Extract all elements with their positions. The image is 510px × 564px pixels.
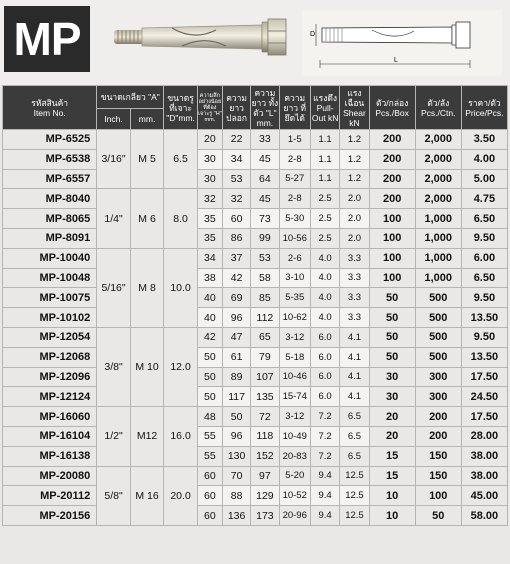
shear-cell: 3.3	[340, 248, 369, 268]
item-code-cell: MP-10102	[3, 308, 97, 328]
pcs-box-cell: 50	[369, 288, 415, 308]
table-row	[3, 327, 508, 347]
table-row	[3, 387, 508, 407]
depth-cell: 50	[197, 347, 222, 367]
pcs-ctn-cell: 2,000	[415, 130, 461, 150]
pull-out-cell: 7.2	[310, 407, 339, 427]
pull-out-cell: 4.0	[310, 288, 339, 308]
pcs-box-cell: 15	[369, 466, 415, 486]
item-code-cell: MP-12096	[3, 367, 97, 387]
pcs-ctn-cell: 50	[415, 506, 461, 526]
thread-mm-cell: M 16	[130, 466, 164, 525]
total-length-cell: 64	[251, 169, 279, 189]
pcs-ctn-cell: 1,000	[415, 209, 461, 229]
price-cell: 3.50	[461, 130, 507, 150]
sleeve-length-cell: 60	[222, 209, 250, 229]
pull-out-cell: 4.0	[310, 268, 339, 288]
pcs-box-cell: 100	[369, 268, 415, 288]
pcs-box-cell: 20	[369, 426, 415, 446]
pcs-ctn-cell: 500	[415, 288, 461, 308]
shear-cell: 4.1	[340, 327, 369, 347]
pcs-ctn-cell: 150	[415, 466, 461, 486]
sleeve-length-cell: 117	[222, 387, 250, 407]
shear-cell: 2.0	[340, 209, 369, 229]
pcs-box-cell: 10	[369, 506, 415, 526]
depth-cell: 35	[197, 209, 222, 229]
table-row	[3, 209, 508, 229]
pull-out-cell: 1.1	[310, 149, 339, 169]
drill-header: ขนาดรู ที่เจาะ "D"mm.	[164, 86, 198, 130]
shear-cell: 3.3	[340, 288, 369, 308]
thread-mm-cell: M12	[130, 407, 164, 466]
thread-mm-cell: M 6	[130, 189, 164, 248]
table-row	[3, 466, 508, 486]
depth-cell: 34	[197, 248, 222, 268]
brand-logo: MP	[4, 6, 90, 72]
price-cell: 13.50	[461, 308, 507, 328]
total-length-cell: 152	[251, 446, 279, 466]
total-length-cell: 135	[251, 387, 279, 407]
sleeve-length-cell: 32	[222, 189, 250, 209]
item-code-cell: MP-12068	[3, 347, 97, 367]
thread-inch-cell: 3/16"	[97, 130, 131, 189]
shear-cell: 3.3	[340, 308, 369, 328]
price-cell: 17.50	[461, 367, 507, 387]
price-cell: 9.50	[461, 228, 507, 248]
dimension-drawing	[302, 10, 502, 76]
depth-header: ความลึก อย่างน้อยที่ต้อง เจาะรู "H" mm.	[197, 86, 222, 130]
table-row	[3, 248, 508, 268]
price-cell: 9.50	[461, 288, 507, 308]
item-code-cell: MP-20156	[3, 506, 97, 526]
drill-size-cell: 8.0	[164, 189, 198, 248]
pcs-box-cell: 200	[369, 169, 415, 189]
fix-length-cell: 5-30	[279, 209, 310, 229]
pull-out-cell: 6.0	[310, 387, 339, 407]
pcs-ctn-cell: 300	[415, 367, 461, 387]
pull-out-cell: 6.0	[310, 347, 339, 367]
total-length-cell: 99	[251, 228, 279, 248]
pull-out-cell: 2.5	[310, 209, 339, 229]
table-row	[3, 228, 508, 248]
fix-length-cell: 2-6	[279, 248, 310, 268]
item-code-cell: MP-12124	[3, 387, 97, 407]
item-no-header-th: รหัสสินค้า	[31, 97, 69, 108]
pcs-ctn-cell: 100	[415, 486, 461, 506]
pull-out-cell: 1.1	[310, 130, 339, 150]
depth-cell: 55	[197, 426, 222, 446]
thread-inch-cell: 1/2"	[97, 407, 131, 466]
shear-cell: 1.2	[340, 130, 369, 150]
pcs-box-cell: 200	[369, 189, 415, 209]
pull-out-cell: 4.0	[310, 248, 339, 268]
pcs-ctn-cell: 500	[415, 308, 461, 328]
thread-inch-cell: 3/8"	[97, 327, 131, 406]
pull-out-cell: 2.5	[310, 189, 339, 209]
sleeve-length-cell: 88	[222, 486, 250, 506]
price-cell: 5.00	[461, 169, 507, 189]
fix-length-cell: 10-46	[279, 367, 310, 387]
shear-cell: 4.1	[340, 387, 369, 407]
total-length-cell: 65	[251, 327, 279, 347]
depth-cell: 40	[197, 288, 222, 308]
fix-length-cell: 2-8	[279, 189, 310, 209]
pcs-box-header: ตัว/กล่อง Pcs./Box	[369, 86, 415, 130]
pcs-box-cell: 100	[369, 248, 415, 268]
price-cell: 24.50	[461, 387, 507, 407]
sleeve-length-header: ความยาว ปลอก	[222, 86, 250, 130]
pcs-box-cell: 30	[369, 387, 415, 407]
depth-cell: 60	[197, 486, 222, 506]
depth-cell: 32	[197, 189, 222, 209]
drill-size-cell: 12.0	[164, 327, 198, 406]
price-cell: 4.75	[461, 189, 507, 209]
pcs-ctn-cell: 1,000	[415, 248, 461, 268]
price-cell: 6.50	[461, 268, 507, 288]
sleeve-length-cell: 130	[222, 446, 250, 466]
sleeve-length-cell: 61	[222, 347, 250, 367]
thread-inch-cell: 5/16"	[97, 248, 131, 327]
item-code-cell: MP-6538	[3, 149, 97, 169]
table-body	[3, 130, 508, 526]
table-header	[3, 86, 508, 130]
item-code-cell: MP-12054	[3, 327, 97, 347]
shear-cell: 12.5	[340, 506, 369, 526]
item-code-cell: MP-10075	[3, 288, 97, 308]
depth-cell: 30	[197, 149, 222, 169]
pull-out-cell: 7.2	[310, 446, 339, 466]
sleeve-length-cell: 42	[222, 268, 250, 288]
fix-length-cell: 10-62	[279, 308, 310, 328]
fix-length-cell: 10-56	[279, 228, 310, 248]
depth-cell: 42	[197, 327, 222, 347]
fix-length-cell: 3-12	[279, 407, 310, 427]
sleeve-length-cell: 89	[222, 367, 250, 387]
pcs-box-cell: 200	[369, 130, 415, 150]
price-cell: 4.00	[461, 149, 507, 169]
price-cell: 13.50	[461, 347, 507, 367]
price-cell: 58.00	[461, 506, 507, 526]
pull-out-header: แรงดึง Pull-Out kN	[310, 86, 339, 130]
shear-cell: 6.5	[340, 446, 369, 466]
table-row	[3, 347, 508, 367]
thread-inch-cell: 1/4"	[97, 189, 131, 248]
total-length-cell: 45	[251, 189, 279, 209]
shear-cell: 6.5	[340, 426, 369, 446]
thread-mm-cell: M 8	[130, 248, 164, 327]
pull-out-cell: 9.4	[310, 486, 339, 506]
mm-header: mm.	[130, 109, 164, 130]
drill-size-cell: 6.5	[164, 130, 198, 189]
shear-cell: 2.0	[340, 189, 369, 209]
shear-cell: 12.5	[340, 486, 369, 506]
sleeve-length-cell: 22	[222, 130, 250, 150]
fix-length-cell: 5-18	[279, 347, 310, 367]
total-length-cell: 173	[251, 506, 279, 526]
table-row	[3, 486, 508, 506]
total-length-cell: 79	[251, 347, 279, 367]
thread-header: ขนาดเกลียว "A"	[97, 86, 164, 109]
table-row	[3, 367, 508, 387]
shear-cell: 1.2	[340, 169, 369, 189]
pcs-box-cell: 200	[369, 149, 415, 169]
item-code-cell: MP-20080	[3, 466, 97, 486]
table-row	[3, 308, 508, 328]
pcs-box-cell: 15	[369, 446, 415, 466]
pcs-box-cell: 10	[369, 486, 415, 506]
total-length-cell: 118	[251, 426, 279, 446]
price-header: ราคา/ตัว Price/Pcs.	[461, 86, 507, 130]
price-cell: 28.00	[461, 426, 507, 446]
sleeve-length-cell: 86	[222, 228, 250, 248]
table-row	[3, 130, 508, 150]
pcs-ctn-header: ตัว/ลัง Pcs./Ctn.	[415, 86, 461, 130]
table-row	[3, 149, 508, 169]
table-row	[3, 268, 508, 288]
spec-table	[2, 85, 508, 526]
inch-header: Inch.	[97, 109, 131, 130]
shear-header: แรงเฉือน Shear kN	[340, 86, 369, 130]
item-code-cell: MP-6557	[3, 169, 97, 189]
fix-length-cell: 20-83	[279, 446, 310, 466]
item-code-cell: MP-16060	[3, 407, 97, 427]
pcs-ctn-cell: 500	[415, 327, 461, 347]
sleeve-length-cell: 50	[222, 407, 250, 427]
table-row	[3, 506, 508, 526]
price-cell: 38.00	[461, 466, 507, 486]
total-length-cell: 72	[251, 407, 279, 427]
pull-out-cell: 1.1	[310, 169, 339, 189]
shear-cell: 6.5	[340, 407, 369, 427]
dimension-l-label: L	[394, 57, 398, 64]
total-length-cell: 97	[251, 466, 279, 486]
pcs-box-cell: 50	[369, 347, 415, 367]
total-length-cell: 33	[251, 130, 279, 150]
shear-cell: 3.3	[340, 268, 369, 288]
item-code-cell: MP-10048	[3, 268, 97, 288]
thread-mm-cell: M 10	[130, 327, 164, 406]
drill-size-cell: 20.0	[164, 466, 198, 525]
depth-cell: 60	[197, 506, 222, 526]
total-length-cell: 129	[251, 486, 279, 506]
fix-length-header: ความยาว ที่ยึดได้	[279, 86, 310, 130]
pull-out-cell: 6.0	[310, 367, 339, 387]
total-length-header: ความยาว ทั้งตัว "L" mm.	[251, 87, 279, 128]
pcs-ctn-cell: 1,000	[415, 268, 461, 288]
total-length-cell: 73	[251, 209, 279, 229]
table-row	[3, 446, 508, 466]
depth-cell: 48	[197, 407, 222, 427]
depth-cell: 60	[197, 466, 222, 486]
dimension-d-label: D	[310, 31, 316, 38]
total-length-cell: 107	[251, 367, 279, 387]
depth-cell: 35	[197, 228, 222, 248]
total-length-cell: 112	[251, 308, 279, 328]
fix-length-cell: 10-49	[279, 426, 310, 446]
pcs-box-cell: 50	[369, 308, 415, 328]
pcs-ctn-cell: 200	[415, 407, 461, 427]
table-row	[3, 189, 508, 209]
fix-length-cell: 5-20	[279, 466, 310, 486]
depth-cell: 55	[197, 446, 222, 466]
price-cell: 45.00	[461, 486, 507, 506]
sleeve-length-cell: 53	[222, 169, 250, 189]
sleeve-length-cell: 47	[222, 327, 250, 347]
total-length-cell: 53	[251, 248, 279, 268]
pull-out-cell: 9.4	[310, 506, 339, 526]
fix-length-cell: 3-10	[279, 268, 310, 288]
item-code-cell: MP-8091	[3, 228, 97, 248]
pcs-box-cell: 30	[369, 367, 415, 387]
fix-length-cell: 3-12	[279, 327, 310, 347]
pcs-ctn-cell: 1,000	[415, 228, 461, 248]
sleeve-length-cell: 96	[222, 426, 250, 446]
price-cell: 6.50	[461, 209, 507, 229]
shear-cell: 4.1	[340, 347, 369, 367]
total-length-cell: 85	[251, 288, 279, 308]
fix-length-cell: 1-5	[279, 130, 310, 150]
item-code-cell: MP-6525	[3, 130, 97, 150]
depth-cell: 38	[197, 268, 222, 288]
fix-length-cell: 20-96	[279, 506, 310, 526]
depth-cell: 50	[197, 387, 222, 407]
shear-cell: 2.0	[340, 228, 369, 248]
pcs-box-cell: 100	[369, 209, 415, 229]
table-row	[3, 407, 508, 427]
fix-length-cell: 10-52	[279, 486, 310, 506]
sleeve-length-cell: 34	[222, 149, 250, 169]
shear-cell: 12.5	[340, 466, 369, 486]
pull-out-cell: 6.0	[310, 327, 339, 347]
sleeve-length-cell: 70	[222, 466, 250, 486]
item-no-header	[3, 86, 97, 130]
drill-size-cell: 16.0	[164, 407, 198, 466]
pcs-ctn-cell: 300	[415, 387, 461, 407]
price-cell: 38.00	[461, 446, 507, 466]
table-row	[3, 426, 508, 446]
item-no-header-en: Item No.	[33, 107, 66, 118]
price-cell: 6.00	[461, 248, 507, 268]
pcs-box-cell: 50	[369, 327, 415, 347]
sleeve-length-cell: 37	[222, 248, 250, 268]
sleeve-length-cell: 69	[222, 288, 250, 308]
fix-length-cell: 5-27	[279, 169, 310, 189]
table-row	[3, 288, 508, 308]
item-code-cell: MP-16104	[3, 426, 97, 446]
table-row	[3, 169, 508, 189]
pull-out-cell: 7.2	[310, 426, 339, 446]
shear-cell: 4.1	[340, 367, 369, 387]
fix-length-cell: 15-74	[279, 387, 310, 407]
pcs-box-cell: 20	[369, 407, 415, 427]
pcs-ctn-cell: 150	[415, 446, 461, 466]
price-cell: 17.50	[461, 407, 507, 427]
pcs-box-cell: 100	[369, 228, 415, 248]
pcs-ctn-cell: 2,000	[415, 189, 461, 209]
depth-cell: 30	[197, 169, 222, 189]
drill-size-cell: 10.0	[164, 248, 198, 327]
item-code-cell: MP-8065	[3, 209, 97, 229]
pull-out-cell: 2.5	[310, 228, 339, 248]
sleeve-length-cell: 96	[222, 308, 250, 328]
pcs-ctn-cell: 2,000	[415, 169, 461, 189]
total-length-cell: 45	[251, 149, 279, 169]
thread-inch-cell: 5/8"	[97, 466, 131, 525]
depth-cell: 40	[197, 308, 222, 328]
pull-out-cell: 4.0	[310, 308, 339, 328]
fix-length-cell: 5-35	[279, 288, 310, 308]
depth-cell: 20	[197, 130, 222, 150]
anchor-bolt-photo	[112, 6, 290, 72]
item-code-cell: MP-10040	[3, 248, 97, 268]
header	[0, 0, 510, 85]
thread-mm-cell: M 5	[130, 130, 164, 189]
item-code-cell: MP-20112	[3, 486, 97, 506]
pull-out-cell: 9.4	[310, 466, 339, 486]
item-code-cell: MP-16138	[3, 446, 97, 466]
shear-cell: 1.2	[340, 149, 369, 169]
pcs-ctn-cell: 200	[415, 426, 461, 446]
price-cell: 9.50	[461, 327, 507, 347]
total-length-cell: 58	[251, 268, 279, 288]
fix-length-cell: 2-8	[279, 149, 310, 169]
item-code-cell: MP-8040	[3, 189, 97, 209]
pcs-ctn-cell: 500	[415, 347, 461, 367]
pcs-ctn-cell: 2,000	[415, 149, 461, 169]
sleeve-length-cell: 136	[222, 506, 250, 526]
depth-cell: 50	[197, 367, 222, 387]
